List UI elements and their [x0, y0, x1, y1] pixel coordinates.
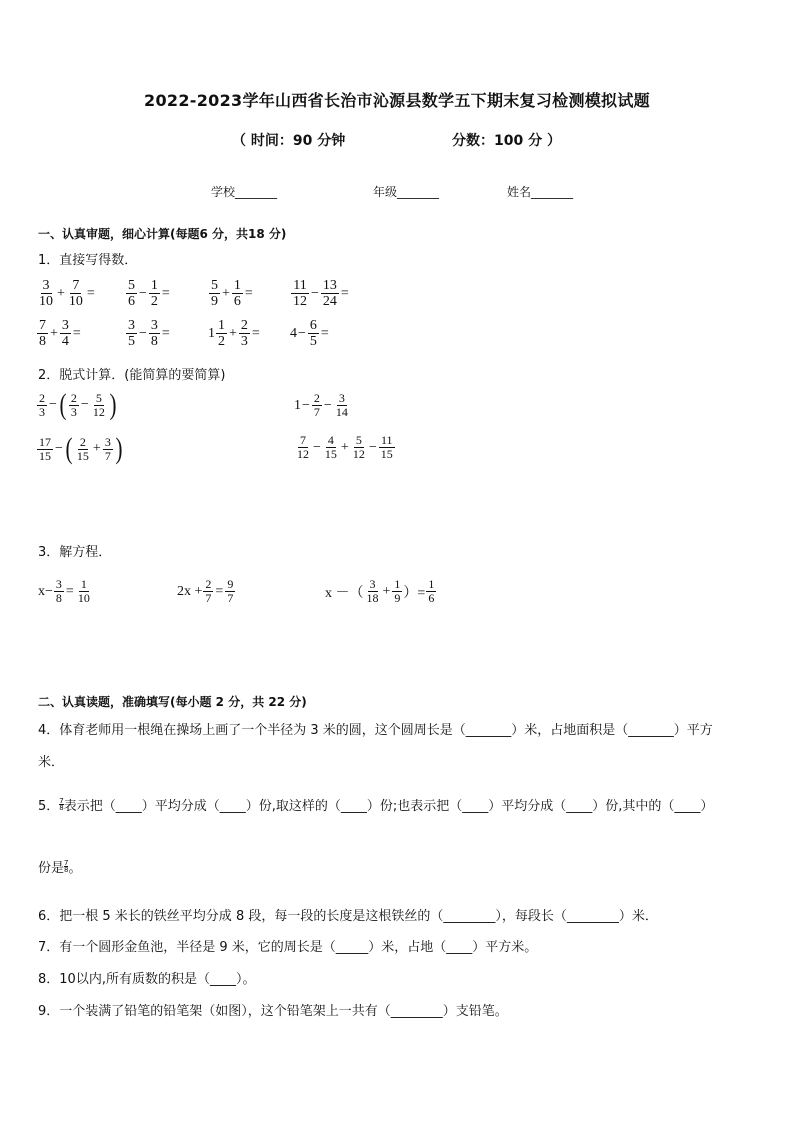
q2-item-a: $\frac{2}{3}$ − ( $\frac{2}{3}$ − $\frac{5}{12}$ ) [39, 388, 117, 421]
q1-item-d: $\frac{11}{12}$ − $\frac{13}{24}$ = [293, 278, 349, 309]
q1-item-f: $\frac{3}{5}$ − $\frac{3}{8}$ = [128, 318, 170, 349]
question-8: 8．10以内,所有质数的积是（____）。 [38, 972, 256, 987]
question-9: 9．一个装满了铅笔的铅笔架（如图），这个铅笔架上一共有（________）支铅笔。 [38, 1004, 508, 1019]
q1-item-h: 4 − $\frac{6}{5}$ = [290, 318, 329, 349]
q1-item-c: $\frac{5}{9}$ + $\frac{1}{6}$ = [211, 278, 253, 309]
page-title: 2022-2023学年山西省长治市沁源县数学五下期末复习检测模拟试题 [144, 91, 650, 110]
q2-item-d: $\frac{7}{12}$ − $\frac{4}{15}$ + $\frac{5}{12}$ − $\frac{11}{15}$ [297, 433, 393, 461]
question-7: 7．有一个圆形金鱼池，半径是 9 米，它的周长是（_____）米，占地（____）平方米。 [38, 940, 538, 955]
q1-item-g: 1 $\frac{1}{2}$ + $\frac{2}{3}$ = [208, 318, 260, 349]
question-2: 2．脱式计算．(能简算的要简算) [38, 368, 226, 383]
q3-item-b: 2x + $\frac{2}{7}$ = $\frac{9}{7}$ [177, 577, 234, 605]
q3-item-a: x− $\frac{3}{8}$ = $\frac{1}{10}$ [38, 577, 90, 605]
time-label: （ 时间：90 分钟 [232, 133, 346, 149]
question-5-cont: 份是 7 8 。 [38, 859, 82, 876]
q1-item-a: $\frac{3}{10}$ + $\frac{7}{10}$ = [39, 278, 95, 309]
q1-item-e: $\frac{7}{8}$ + $\frac{3}{4}$ = [39, 318, 81, 349]
q2-item-b: 1 − $\frac{2}{7}$ − $\frac{3}{14}$ [294, 391, 348, 419]
grade-field[interactable]: 年级_______ [373, 185, 440, 199]
q3-item-c: x －（ $\frac{3}{18}$ + $\frac{1}{9}$ ）= $\frac{1}{6}$ [325, 577, 435, 605]
score-label: 分数：100 分 ） [452, 133, 561, 149]
q2-item-c: $\frac{17}{15}$ − ( $\frac{2}{15}$ + $\frac{3}{7}$ ) [39, 432, 123, 465]
question-6: 6．把一根 5 米长的铁丝平均分成 8 段，每一段的长度是这根铁丝的（________），每段长（________）米． [38, 909, 658, 924]
q1-item-b: $\frac{5}{6}$ − $\frac{1}{2}$ = [128, 278, 170, 309]
section-2-heading: 二、认真读题，准确填写(每小题 2 分，共 22 分) [38, 695, 307, 709]
question-3: 3．解方程． [38, 545, 112, 560]
question-4: 4．体育老师用一根绳在操场上画了一个半径为 3 米的圆，这个圆周长是（_______）米，占地面积是（_______）平方 [38, 723, 713, 738]
section-1-heading: 一、认真审题，细心计算(每题6 分，共18 分) [38, 227, 287, 241]
question-4-cont: 米． [38, 755, 65, 770]
question-1: 1．直接写得数． [38, 253, 138, 268]
question-5: 5． 7 8 表示把（____）平均分成（____）份,取这样的（____）份;也表示把（____）平均分成（____）份,其中的（____） [38, 797, 714, 814]
name-field[interactable]: 姓名_______ [507, 185, 574, 199]
school-field[interactable]: 学校_______ [211, 185, 278, 199]
